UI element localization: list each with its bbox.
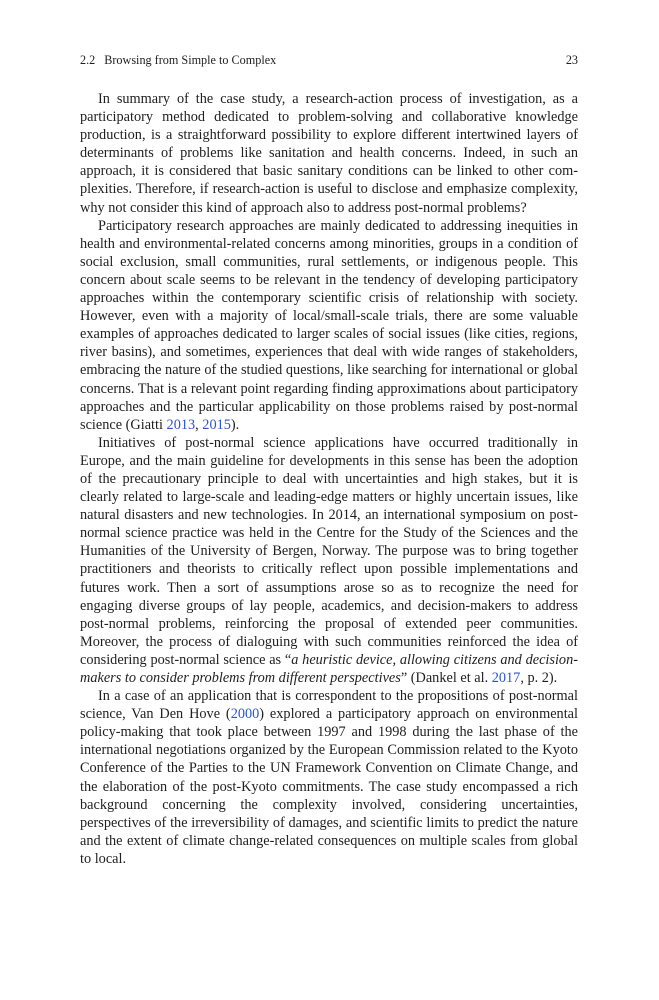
paragraph-3-attribution: ” (Dankel et al. (400, 670, 492, 686)
citation-link-giatti-2013[interactable]: 2013 (166, 416, 196, 433)
quotation-dankel: a heuristic device, allowing citizens and decision-makers to consider problems from different perspectives (80, 651, 578, 686)
paragraph-4 (80, 687, 578, 868)
paragraph-3-end: , p. 2). (520, 670, 558, 686)
paragraph-1-text: In summary of the case study, a research-action process of investigation, as a participatory method dedicated to problem-solving and collaborative knowledge production, is a straightforward possibility to explore different intertwined layers of determinants of problems like sanitation and health concerns. Indeed, in such an approach, it is considered that basic sanitary conditions can be linked to other complexities. Therefore, if research-action is useful to disclose and emphasize complexity, why not consider this kind of approach also to address post-normal problems? (80, 91, 578, 216)
paragraph-2-text: Participatory research approaches are mainly dedicated to addressing inequities in health and environmental-related concerns among minorities, groups in a condition of social exclusion, small communities, rural settlements, or indigenous people. This concern about scale seems to be relevant in the tendency of developing participatory approaches within the contemporary scientific crisis of relationship with society. However, even with a majority of local/small-scale trials, there are some valuable examples of approaches dedicated to larger scales of social issues (like cities, regions, river basins), and sometimes, experiences that deal with wide ranges of stakeholders, embracing the nature of the studied questions, like searching for international or global concerns. That is a relevant point regarding finding approximations about participatory approaches and the particular applicability on those problems raised by post-normal science (Giatti (80, 217, 578, 433)
page-number: 23 (565, 53, 578, 67)
paragraph-3-text: Initiatives of post-normal science applications have occurred traditionally in Europe, and the main guideline for developments in this sense has been the adoption of the precautionary principle to deal with uncertainties and high stakes, but it is clearly related to large-scale and leading-edge matters or highly uncertain issues, like natural disasters and new technologies. In 2014, an international symposium on post-normal science practice was held in the Centre for the Study of the Sciences and the Humanities of the University of Bergen, Norway. The purpose was to bring together practitioners and theorists to critically reflect upon possible implementations and futures work. Then a sort of assumptions arose so as to recognize the need for engaging diverse groups of lay people, academics, and decision-makers to address post-normal problems, reinforcing the proposal of extended peer communities. Moreover, the process of dialoguing with such communities reinforced the idea of considering post-normal science as “ (80, 434, 578, 668)
section-number: 2.2 (80, 53, 96, 67)
header-section (80, 51, 276, 69)
paragraph-3 (80, 434, 578, 687)
paragraph-4-rest: ) explored a participatory approach on environmental policy-making that took place between 1997 and 1998 during the last phase of the international negotiations organized by the European Commission related to the Kyoto Conference of the Parties to the UN Framework Convention on Climate Change, and the elaboration of the post-Kyoto commitments. The case study encompassed a rich background concerning the complexity involved, considering uncertainties, perspectives of the irreversibility of damages, and scientific limits to predict the nature and the extent of climate change-related consequences on multiple scales from global to local. (80, 706, 578, 867)
paragraph-2-end: ). (230, 416, 240, 433)
section-title: Browsing from Simple to Complex (104, 53, 277, 67)
paragraph-1 (80, 90, 578, 217)
citation-link-giatti-2015[interactable]: 2015 (202, 416, 231, 433)
running-header (80, 51, 578, 69)
citation-link-dankel-2017[interactable]: 2017 (491, 670, 521, 686)
citation-separator: , (195, 416, 203, 433)
paragraph-2 (80, 217, 578, 434)
body-text (80, 90, 578, 868)
paragraph-4-text: In a case of an application that is correspondent to the propositions of post-normal science, Van Den Hove ( (80, 688, 578, 723)
citation-link-van-den-hove-2000[interactable]: 2000 (230, 706, 260, 723)
